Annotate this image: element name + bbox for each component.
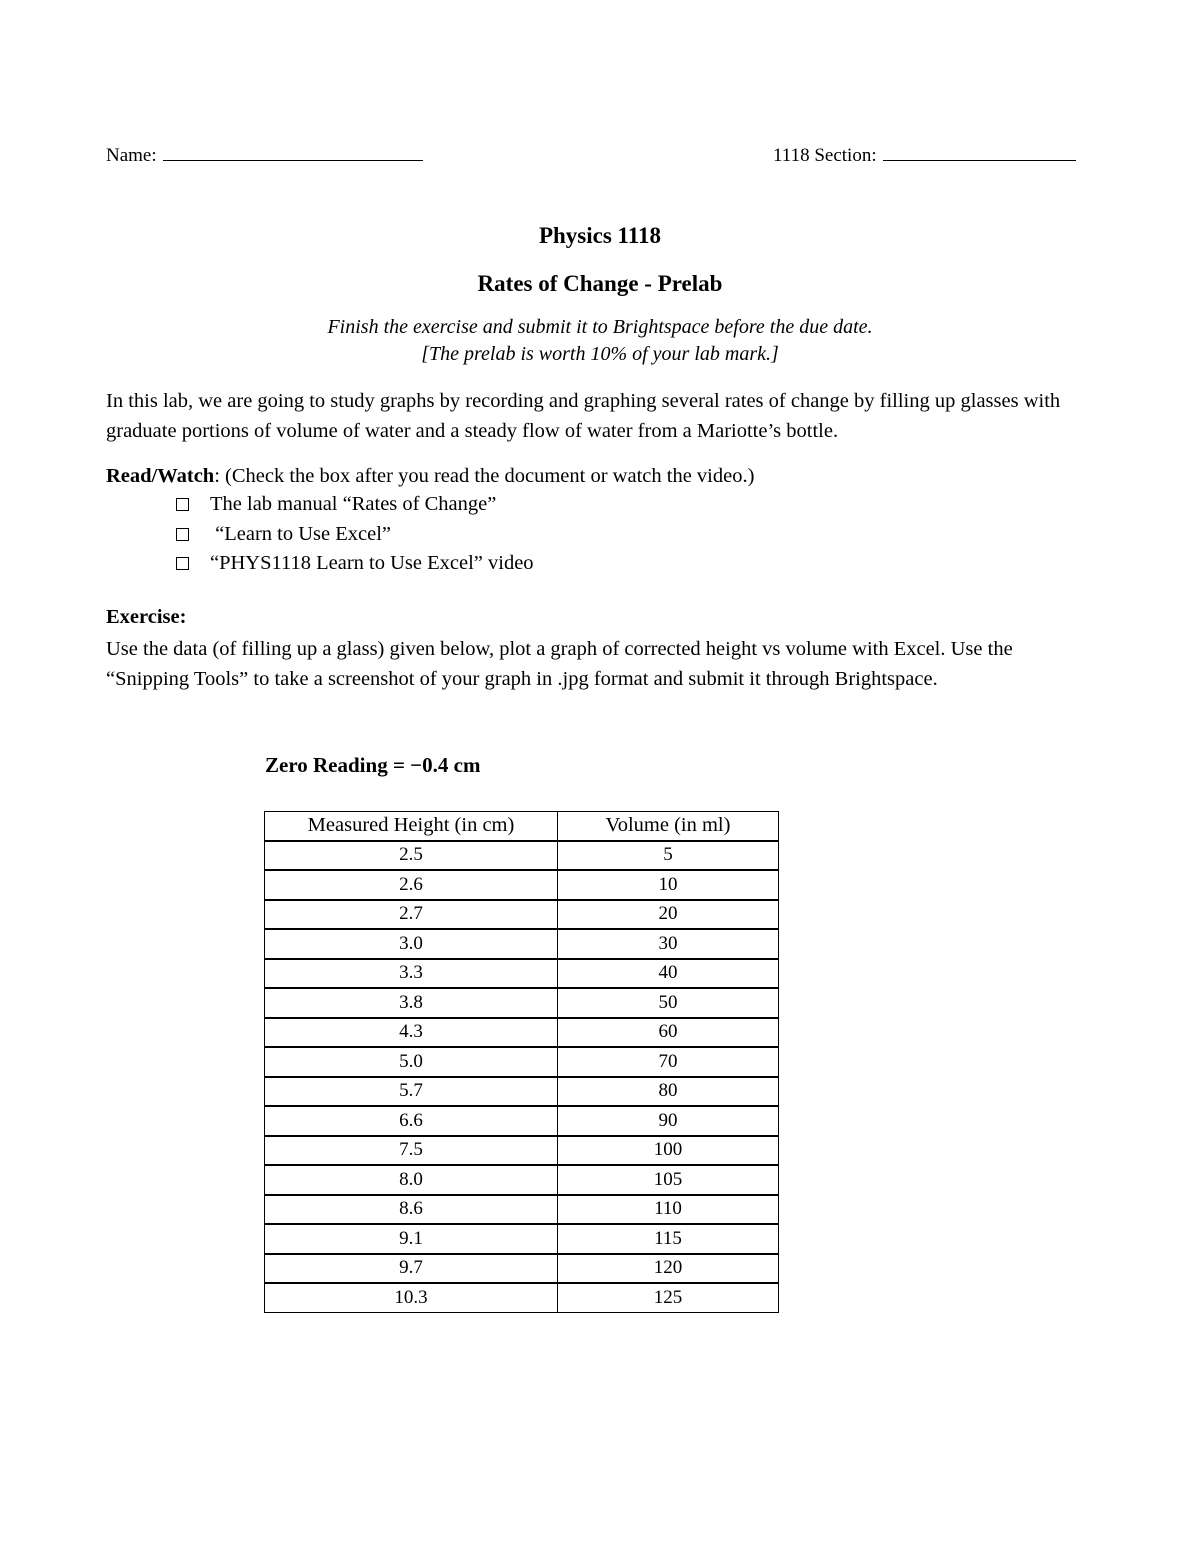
table-row xyxy=(265,1106,779,1136)
table-row xyxy=(265,1077,779,1107)
cell-measured-height: 6.6 xyxy=(265,1106,558,1136)
data-table xyxy=(264,811,779,1313)
checklist-item-label: The lab manual “Rates of Change” xyxy=(210,493,497,515)
section-field-row xyxy=(773,142,1076,167)
course-title: Physics 1118 xyxy=(538,223,662,248)
checkbox-icon[interactable] xyxy=(176,528,189,541)
table-row xyxy=(265,1018,779,1048)
cell-volume: 20 xyxy=(558,900,779,930)
cell-volume: 30 xyxy=(558,929,779,959)
checklist-item xyxy=(176,549,534,579)
section-blank[interactable] xyxy=(883,142,1076,161)
cell-measured-height: 10.3 xyxy=(265,1283,558,1312)
cell-measured-height: 8.0 xyxy=(265,1165,558,1195)
cell-volume: 80 xyxy=(558,1077,779,1107)
read-watch-line xyxy=(106,461,1096,491)
table-row xyxy=(265,1136,779,1166)
cell-volume: 10 xyxy=(558,870,779,900)
column-header-volume: Volume (in ml) xyxy=(558,812,779,841)
instruction-line-2: [The prelab is worth 10% of your lab mark.] xyxy=(421,343,779,365)
cell-measured-height: 7.5 xyxy=(265,1136,558,1166)
cell-volume: 100 xyxy=(558,1136,779,1166)
table-row xyxy=(265,841,779,871)
cell-volume: 5 xyxy=(558,841,779,871)
table-row xyxy=(265,1047,779,1077)
cell-measured-height: 4.3 xyxy=(265,1018,558,1048)
checklist-item-label: “PHYS1118 Learn to Use Excel” video xyxy=(210,552,534,574)
lab-title: Rates of Change - Prelab xyxy=(477,271,723,296)
cell-volume: 110 xyxy=(558,1195,779,1225)
cell-volume: 125 xyxy=(558,1283,779,1312)
cell-measured-height: 2.6 xyxy=(265,870,558,900)
instruction-line-1: Finish the exercise and submit it to Brightspace before the due date. xyxy=(327,316,873,338)
cell-volume: 60 xyxy=(558,1018,779,1048)
table-header-row xyxy=(265,812,779,841)
cell-volume: 90 xyxy=(558,1106,779,1136)
cell-volume: 115 xyxy=(558,1224,779,1254)
cell-volume: 105 xyxy=(558,1165,779,1195)
zero-reading: Zero Reading = −0.4 cm xyxy=(265,753,481,777)
column-header-height: Measured Height (in cm) xyxy=(265,812,558,841)
checklist-item xyxy=(176,520,534,550)
name-label: Name: xyxy=(106,145,157,166)
cell-measured-height: 5.0 xyxy=(265,1047,558,1077)
exercise-heading: Exercise: xyxy=(106,606,187,628)
cell-volume: 70 xyxy=(558,1047,779,1077)
cell-measured-height: 8.6 xyxy=(265,1195,558,1225)
table-row xyxy=(265,1165,779,1195)
cell-measured-height: 3.3 xyxy=(265,959,558,989)
cell-volume: 50 xyxy=(558,988,779,1018)
table-row xyxy=(265,1283,779,1312)
cell-measured-height: 2.7 xyxy=(265,900,558,930)
intro-paragraph: In this lab, we are going to study graphs by recording and graphing several rates of change by filling up glasses with graduate portions of volume of water and a steady flow of water from a Mariotte’s bottle. xyxy=(106,390,1061,442)
read-watch-checklist xyxy=(176,490,534,579)
read-watch-note: : (Check the box after you read the document or watch the video.) xyxy=(214,465,755,487)
cell-volume: 120 xyxy=(558,1254,779,1284)
cell-measured-height: 3.0 xyxy=(265,929,558,959)
checkbox-icon[interactable] xyxy=(176,498,189,511)
table-row xyxy=(265,1254,779,1284)
cell-volume: 40 xyxy=(558,959,779,989)
section-label: 1118 Section: xyxy=(773,145,877,166)
name-blank[interactable] xyxy=(163,142,423,161)
name-field-row xyxy=(106,142,423,167)
checklist-item xyxy=(176,490,534,520)
table-row xyxy=(265,929,779,959)
cell-measured-height: 9.1 xyxy=(265,1224,558,1254)
cell-measured-height: 2.5 xyxy=(265,841,558,871)
table-row xyxy=(265,900,779,930)
exercise-body: Use the data (of filling up a glass) given below, plot a graph of corrected height vs volume with Excel. Use the “Snipping Tools” to take a screenshot of your graph in .jpg format and submit it through Brightspace. xyxy=(106,638,1013,690)
cell-measured-height: 5.7 xyxy=(265,1077,558,1107)
read-watch-label: Read/Watch xyxy=(106,465,215,487)
checkbox-icon[interactable] xyxy=(176,557,189,570)
table-row xyxy=(265,959,779,989)
cell-measured-height: 3.8 xyxy=(265,988,558,1018)
cell-measured-height: 9.7 xyxy=(265,1254,558,1284)
table-body xyxy=(265,841,779,1313)
table-row xyxy=(265,1195,779,1225)
table-row xyxy=(265,1224,779,1254)
table-row xyxy=(265,870,779,900)
checklist-item-label: “Learn to Use Excel” xyxy=(210,522,391,545)
table-row xyxy=(265,988,779,1018)
